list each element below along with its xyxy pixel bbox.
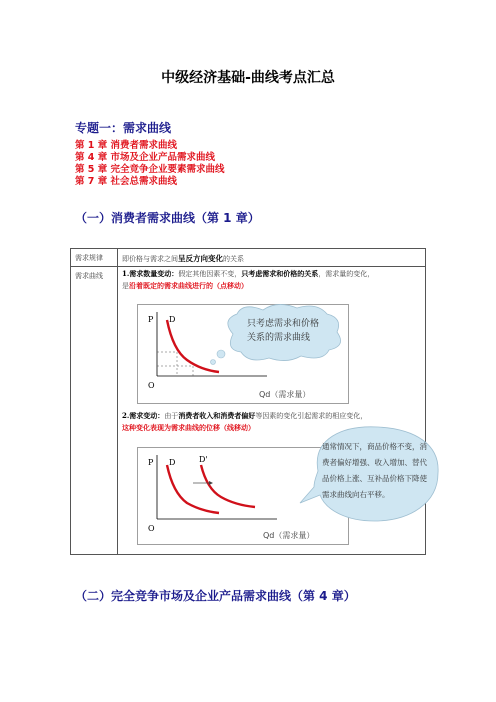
bubble-2-line: 通常情况下，商品价格不变，消 [322, 442, 427, 451]
curve-d2-label: D' [199, 455, 208, 464]
chapter-list [75, 140, 225, 188]
bubble-2 [298, 421, 444, 531]
chapter-item: 第 4 章 市场及企业产品需求曲线 [75, 152, 216, 163]
chapter-item: 第 7 章 社会总需求曲线 [75, 176, 178, 187]
rule-label: 需求规律 [75, 254, 103, 262]
rule-post: 的关系 [223, 255, 244, 263]
page-title: 中级经济基础-曲线考点汇总 [161, 70, 335, 86]
curve-d-label: D [169, 315, 176, 324]
p1-red: 沿着既定的需求曲线进行的（点移动） [129, 281, 248, 290]
bubble-2-line: 需求曲线向右平移。 [322, 490, 390, 499]
origin-label: O [148, 524, 155, 533]
p2-bold: 消费者收入和消费者偏好 [178, 411, 256, 420]
p2-text: 由于 [164, 412, 179, 420]
curve-d-label: D [169, 458, 176, 467]
p1-text: 假定其他因素不变， [178, 270, 242, 278]
section-heading-2: （二）完全竞争市场及企业产品需求曲线（第 4 章） [75, 589, 356, 603]
rule-pre: 即价格与需求之间 [122, 255, 178, 263]
curve-label: 需求曲线 [75, 272, 103, 280]
column-divider [117, 249, 118, 554]
bubble-2-line: 费者偏好增强、收入增加、替代 [322, 458, 427, 467]
rule-bold: 呈反方向变化 [178, 254, 223, 263]
rule-text [122, 253, 244, 264]
p1-bold: 只考虑需求和价格的关系 [241, 269, 319, 278]
axis-x-label: Qd（需求量） [259, 390, 311, 399]
chapter-item: 第 1 章 消费者需求曲线 [75, 140, 178, 151]
topic-heading: 专题一：需求曲线 [75, 121, 172, 135]
bubble-2-line: 品价格上涨、互补品价格下降使 [322, 474, 427, 483]
p2-heading: 2.需求变动： [122, 411, 165, 420]
bubble-1-line: 只考虑需求和价格 [247, 319, 320, 329]
paragraph-quantity-change [122, 268, 422, 292]
p1-text2: ，需求量的变化， [318, 270, 375, 278]
p2-text2: 等因素的变化引起需求的相应变化， [255, 412, 368, 420]
axis-p-label: P [148, 315, 154, 324]
axis-p-label: P [148, 458, 154, 467]
section-heading-1: （一）消费者需求曲线（第 1 章） [75, 211, 260, 225]
origin-label: O [148, 381, 155, 390]
chapter-item: 第 5 章 完全竞争企业要素需求曲线 [75, 164, 225, 175]
p2-red: 这种变化表现为需求曲线的位移（线移动） [122, 423, 255, 432]
p1-text3: 是 [122, 282, 129, 290]
axis-x-label: Qd（需求量） [263, 531, 315, 540]
demand-curve-chart-1 [137, 304, 349, 404]
bubble-1-line: 关系的需求曲线 [247, 333, 311, 343]
p1-heading: 1.需求数量变动： [122, 269, 179, 278]
